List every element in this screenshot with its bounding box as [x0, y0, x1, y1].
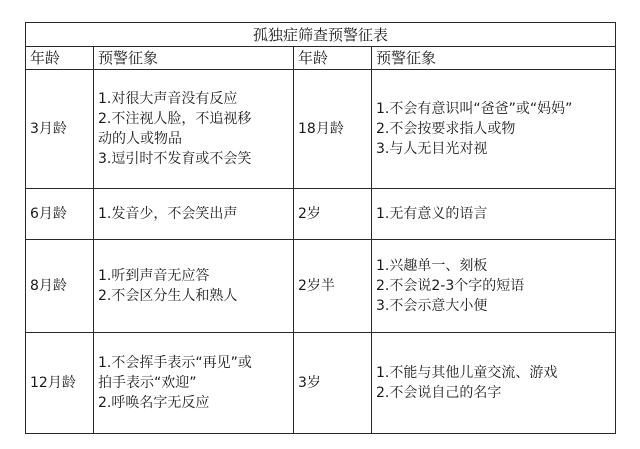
- table-row: [26, 333, 616, 434]
- table-row: [26, 189, 616, 240]
- header-row: [26, 47, 616, 70]
- age-cell: 3岁: [294, 333, 372, 434]
- age-cell: 12月龄: [26, 333, 94, 434]
- sign-line: 3.与人无目光对视: [376, 141, 488, 157]
- age-cell: 2岁半: [294, 240, 372, 333]
- signs-cell: [94, 240, 294, 333]
- sign-line: 2.不会说自己的名字: [376, 385, 502, 401]
- header-signs-right: 预警征象: [372, 47, 616, 70]
- sign-line: 3.不会示意大小便: [376, 298, 488, 314]
- age-cell: 2岁: [294, 189, 372, 240]
- age-cell: 6月龄: [26, 189, 94, 240]
- sign-line: 拍手表示“欢迎”: [98, 375, 197, 391]
- table-row: [26, 70, 616, 189]
- table-title: 孤独症筛查预警征表: [26, 23, 616, 47]
- sign-line: 1.不会有意识叫“爸爸”或“妈妈”: [376, 101, 573, 117]
- sign-line: 3.逗引时不发育或不会笑: [98, 151, 252, 167]
- sign-line: 1.兴趣单一、刻板: [376, 258, 488, 274]
- sign-line: 2.不会区分生人和熟人: [98, 288, 238, 304]
- signs-cell: [372, 189, 616, 240]
- sign-line: 1.听到声音无应答: [98, 268, 210, 284]
- signs-cell: [94, 189, 294, 240]
- signs-cell: [94, 333, 294, 434]
- sign-line: 1.对很大声音没有反应: [98, 91, 238, 107]
- sign-line: 1.不会挥手表示“再见”或: [98, 355, 252, 371]
- autism-screening-table: [25, 22, 616, 434]
- sign-line: 1.无有意义的语言: [376, 206, 488, 222]
- sign-line: 2.不注视人脸，不追视移: [98, 111, 252, 127]
- age-cell: 8月龄: [26, 240, 94, 333]
- header-age-right: 年龄: [294, 47, 372, 70]
- sign-line: 动的人或物品: [98, 131, 182, 147]
- sign-line: 1.不能与其他儿童交流、游戏: [376, 365, 558, 381]
- sign-line: 2.不会按要求指人或物: [376, 121, 516, 137]
- sign-line: 2.呼唤名字无反应: [98, 395, 210, 411]
- sign-line: 1.发音少，不会笑出声: [98, 206, 238, 222]
- age-cell: 18月龄: [294, 70, 372, 189]
- age-cell: 3月龄: [26, 70, 94, 189]
- header-signs-left: 预警征象: [94, 47, 294, 70]
- signs-cell: [372, 70, 616, 189]
- header-age-left: 年龄: [26, 47, 94, 70]
- sign-line: 2.不会说2-3个字的短语: [376, 278, 525, 294]
- table-row: [26, 240, 616, 333]
- signs-cell: [372, 240, 616, 333]
- signs-cell: [372, 333, 616, 434]
- signs-cell: [94, 70, 294, 189]
